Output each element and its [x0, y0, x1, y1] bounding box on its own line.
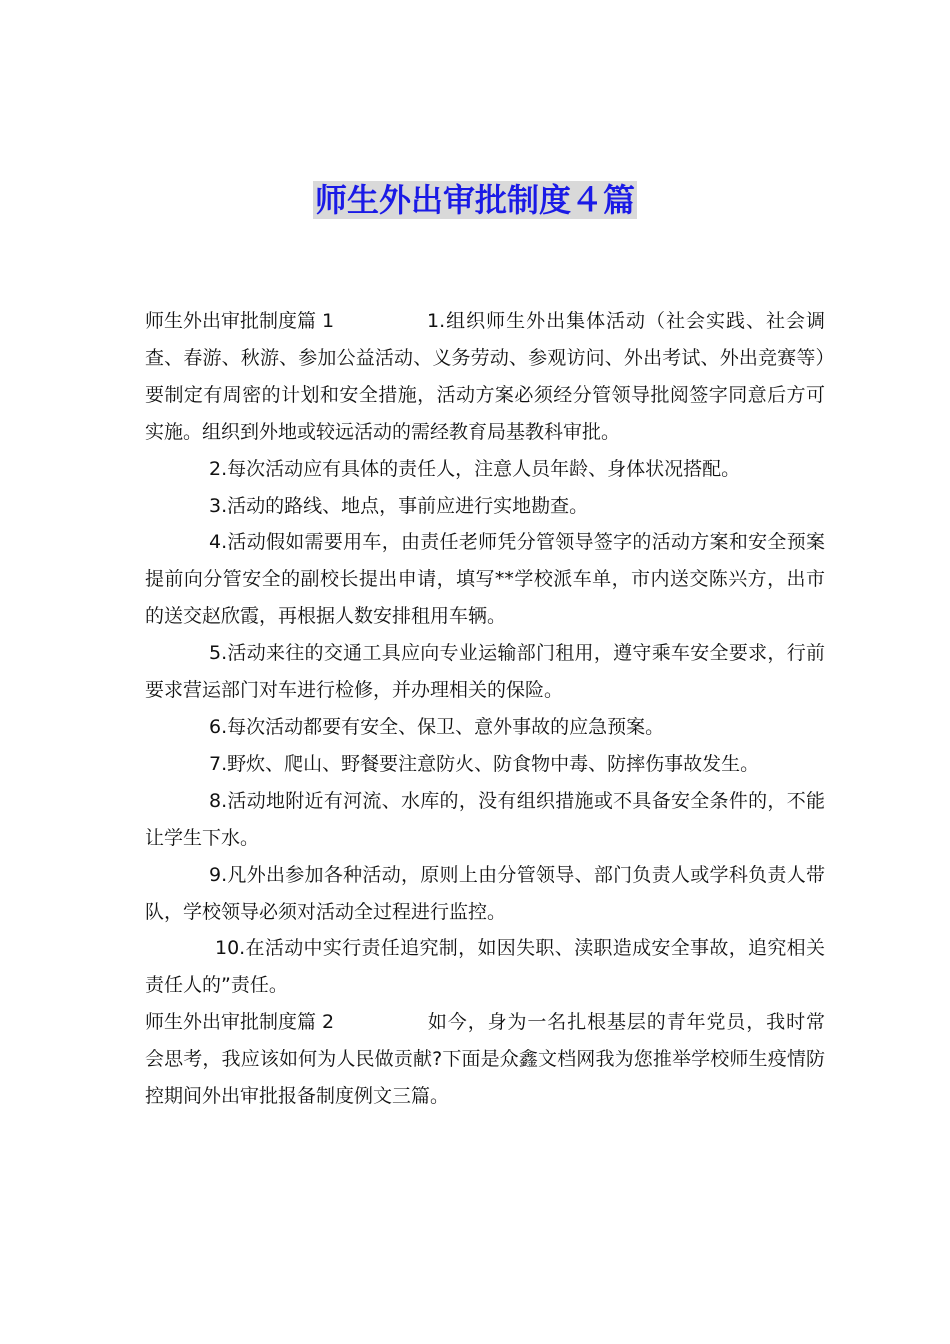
page-title	[0, 172, 950, 228]
section1-item-3: 3.活动的路线、地点，事前应进行实地勘查。	[209, 494, 589, 517]
section1-item-7: 7.野炊、爬山、野餐要注意防火、防食物中毒、防摔伤事故发生。	[209, 752, 760, 775]
section1-item-6: 6.每次活动都要有安全、保卫、意外事故的应急预案。	[209, 715, 665, 738]
page-title-text: 师生外出审批制度４篇	[314, 181, 635, 219]
section1-item-8: 8.活动地附近有河流、水库的，没有组织措施或不具备安全条件的，不能让学生下水。	[145, 789, 825, 849]
section1-item-9: 9.凡外出参加各种活动，原则上由分管领导、部门负责人或学科负责人带队，学校领导必须对活动全过程进行监控。	[145, 863, 825, 923]
section1-item-10: 10.在活动中实行责任追究制，如因失职、渎职造成安全事故，追究相关责任人的”责任。	[145, 937, 825, 997]
section1-first-paragraph	[145, 303, 825, 451]
section1-item-1: 1.组织师生外出集体活动（社会实践、社会调查、春游、秋游、参加公益活动、义务劳动、参观访问、外出考试、外出竞赛等）要制定有周密的计划和安全措施，活动方案必须经分管领导批阅签字同意后方可实施。组织到外地或较远活动的需经教育局基教科审批。	[145, 310, 825, 443]
section1-item-2: 2.每次活动应有具体的责任人，注意人员年龄、身体状况搭配。	[209, 457, 741, 480]
section2-first-paragraph	[145, 1004, 825, 1115]
section1-heading: 师生外出审批制度篇 1	[145, 310, 335, 332]
section2-heading: 师生外出审批制度篇 2	[145, 1011, 335, 1034]
section1-item-5: 5.活动来往的交通工具应向专业运输部门租用，遵守乘车安全要求，行前要求营运部门对车进行检修，并办理相关的保险。	[145, 642, 825, 702]
document-body	[145, 303, 825, 1115]
section2-text: 如今，身为一名扎根基层的青年党员，我时常会思考，我应该如何为人民做贡献?下面是众鑫文档网我为您推举学校师生疫情防控期间外出审批报备制度例文三篇。	[145, 1011, 825, 1108]
section1-item-4: 4.活动假如需要用车，由责任老师凭分管领导签字的活动方案和安全预案提前向分管安全的副校长提出申请，填写**学校派车单，市内送交陈兴方，出市的送交赵欣霞，再根据人数安排租用车辆。	[145, 531, 825, 628]
